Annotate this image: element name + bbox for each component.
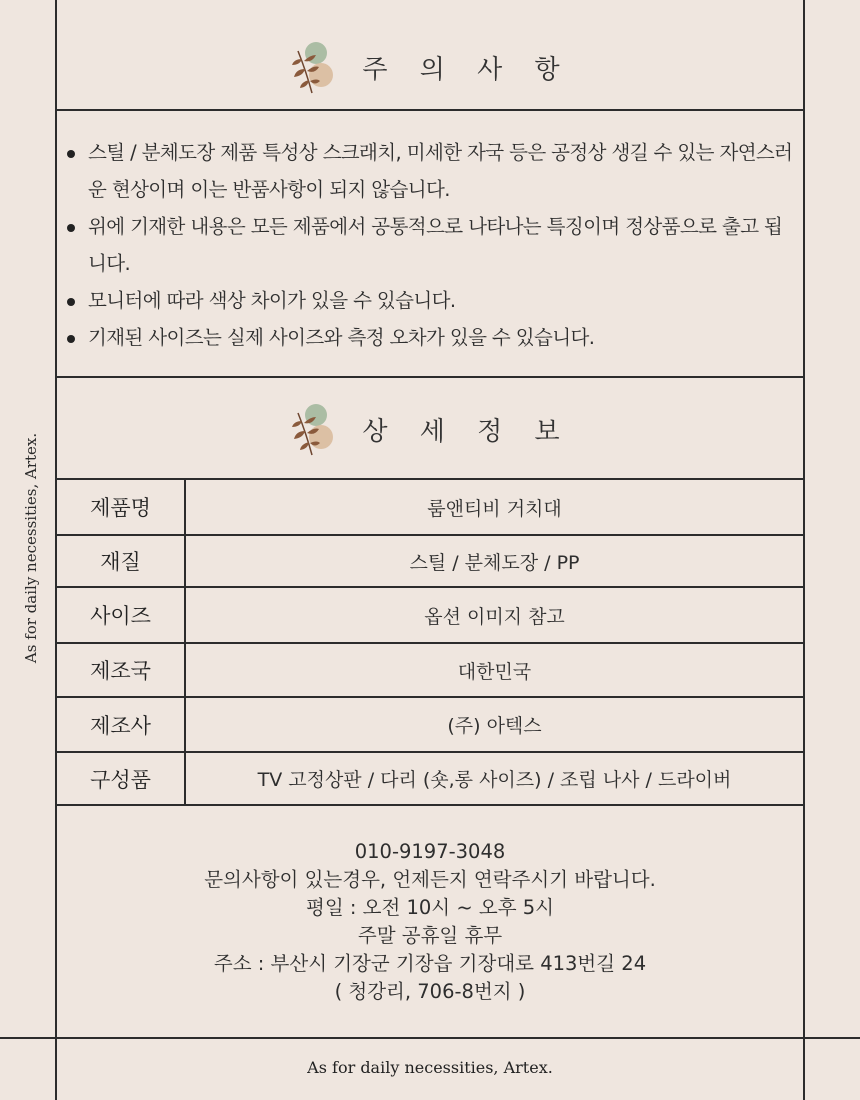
row-label: 제조국 (90, 659, 151, 683)
address: 주소 : 부산시 기장군 기장읍 기장대로 413번길 24 (213, 952, 647, 975)
row-label: 사이즈 (90, 604, 151, 628)
row-value: 대한민국 (457, 660, 532, 683)
table-row (57, 753, 803, 804)
notice-item: 기재된 사이즈는 실제 사이즈와 측정 오차가 있을 수 있습니다. (65, 319, 800, 356)
address-detail: ( 청강리, 706-8번지 ) (334, 980, 526, 1003)
notice-item: 모니터에 따라 색상 차이가 있을 수 있습니다. (65, 282, 800, 319)
notice-header (57, 24, 803, 110)
row-label: 구성품 (90, 767, 151, 792)
details-title: 상 세 정 보 (362, 416, 572, 447)
table-row (57, 536, 803, 586)
side-tagline: As for daily necessities, Artex. (22, 432, 40, 664)
table-row (57, 698, 803, 751)
row-value: 옵션 이미지 참고 (424, 605, 565, 628)
row-label: 제조사 (90, 713, 151, 738)
weekend-note: 주말 공휴일 휴무 (357, 924, 503, 947)
divider (55, 109, 805, 111)
right-border-line (803, 0, 805, 1100)
row-value: (주) 아텍스 (447, 715, 542, 737)
footer-divider (0, 1037, 860, 1039)
divider (55, 804, 805, 806)
notice-list (65, 134, 800, 356)
phone-number: 010-9197-3048 (354, 840, 506, 863)
notice-item: 위에 기재한 내용은 모든 제품에서 공통적으로 나타나는 특징이며 정상품으로 출고 됩니다. (65, 208, 800, 282)
leaf-branch-icon (288, 37, 336, 97)
row-value: TV 고정상판 / 다리 (숏,롱 사이즈) / 조립 나사 / 드라이버 (257, 769, 732, 791)
row-value: 룸앤티비 거치대 (427, 497, 562, 520)
row-label: 재질 (100, 550, 141, 574)
table-row (57, 644, 803, 696)
weekday-hours: 평일 : 오전 10시 ~ 오후 5시 (305, 896, 554, 919)
inquiry-text: 문의사항이 있는경우, 언제든지 연락주시기 바랍니다. (204, 868, 656, 891)
contact-info (57, 838, 803, 1006)
row-value: 스틸 / 분체도장 / PP (409, 551, 580, 574)
notice-title: 주 의 사 항 (362, 54, 572, 85)
divider (55, 376, 805, 378)
leaf-branch-icon (288, 399, 336, 459)
row-label: 제품명 (90, 496, 151, 520)
footer-tagline: As for daily necessities, Artex. (307, 1058, 553, 1077)
details-header (57, 392, 803, 466)
table-row (57, 588, 803, 642)
notice-item: 스틸 / 분체도장 제품 특성상 스크래치, 미세한 자국 등은 공정상 생길 수 있는 자연스러운 현상이며 이는 반품사항이 되지 않습니다. (65, 134, 800, 208)
table-row (57, 480, 803, 534)
